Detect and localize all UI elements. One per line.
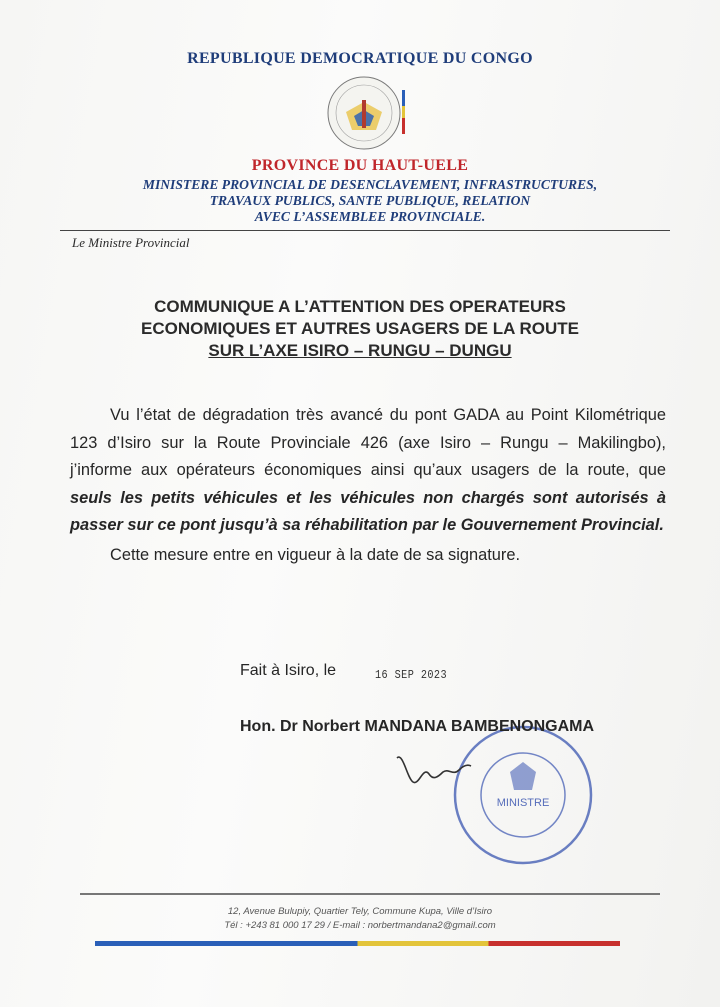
header-divider	[60, 230, 670, 231]
handwritten-signature	[393, 748, 473, 798]
place-line: Fait à Isiro, le	[240, 662, 337, 679]
signatory-title: Le Ministre Provincial	[72, 235, 190, 250]
footer-divider	[80, 893, 660, 895]
ministry-line: MINISTERE PROVINCIAL DE DESENCLAVEMENT, INFRASTRUCTURES,	[142, 177, 598, 192]
communique-title	[0, 296, 720, 362]
body-paragraph-effective: Cette mesure entre en vigueur à la date de sa signature.	[110, 545, 521, 564]
body-paragraph	[70, 402, 666, 540]
signer-name: Hon. Dr Norbert MANDANA BAMBENONGAMA	[240, 718, 595, 735]
title-line-underlined: SUR L’AXE ISIRO – RUNGU – DUNGU	[208, 341, 512, 360]
tricolor-bar	[95, 941, 620, 946]
body-emphasis: seuls les petits véhicules et les véhicules non chargés sont autorisés à passer sur ce pont jusqu’à sa réhabilitation par le Gouvernement Provincial.	[70, 488, 666, 534]
body-text: Vu l’état de dégradation très avancé du pont GADA au Point Kilométrique 123 d’Isiro sur la Route Provinciale 426 (axe Isiro – Rungu – Makilingbo), j’informe aux opérateurs économiques ainsi qu’aux usagers de la route, que	[70, 406, 666, 479]
coat-of-arms-seal	[318, 72, 410, 154]
communique-body	[70, 402, 666, 569]
title-line: ECONOMIQUES ET AUTRES USAGERS DE LA ROUTE	[141, 319, 579, 338]
stamp-center-text: MINISTRE	[496, 797, 550, 809]
ministry-line: AVEC L’ASSEMBLEE PROVINCIALE.	[254, 209, 486, 224]
footer-address: 12, Avenue Bulupiy, Quartier Tely, Commune Kupa, Ville d’Isiro	[227, 906, 493, 917]
title-line: COMMUNIQUE A L’ATTENTION DES OPERATEURS	[154, 297, 566, 316]
republic-heading: REPUBLIQUE DEMOCRATIQUE DU CONGO	[187, 50, 533, 67]
footer	[0, 905, 720, 933]
ministry-heading	[90, 177, 650, 225]
footer-contact: Tél : +243 81 000 17 29 / E-mail : norbertmandana2@gmail.com	[224, 920, 496, 931]
province-heading: PROVINCE DU HAUT-UELE	[251, 157, 469, 174]
ministry-line: TRAVAUX PUBLICS, SANTE PUBLIQUE, RELATION	[209, 193, 531, 208]
date-stamp: 16 SEP 2023	[375, 668, 448, 682]
